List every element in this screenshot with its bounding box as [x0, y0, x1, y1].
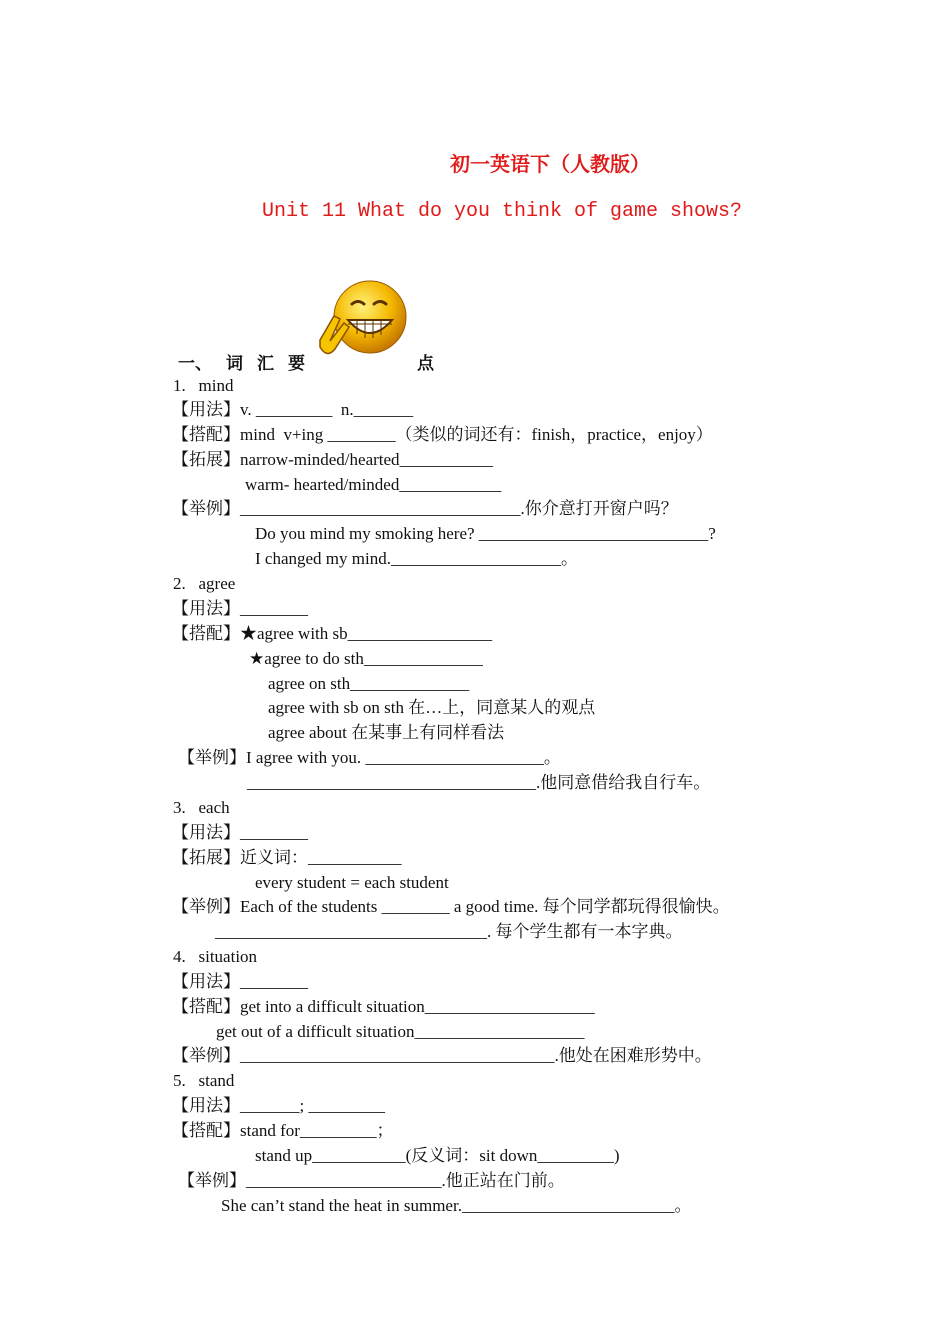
usage-line: 【用法】v. _________ n._______ — [172, 400, 414, 419]
heading-char: 汇 — [257, 354, 274, 374]
usage-line: 【用法】________ — [172, 599, 308, 618]
extension-line: every student = each student — [255, 873, 449, 892]
smiley-victory-icon — [312, 280, 412, 358]
page-title-cn: 初一英语下（人教版） — [450, 152, 650, 176]
collocation-line: agree with sb on sth 在…上，同意某人的观点 — [268, 698, 596, 717]
page-title-en: Unit 11 What do you think of game shows? — [261, 200, 743, 223]
usage-line: 【用法】________ — [172, 823, 308, 842]
item-number-stand: 5. stand — [173, 1071, 235, 1090]
heading-char: 要 — [288, 354, 305, 374]
example-line: Do you mind my smoking here? ___________________________? — [255, 524, 716, 543]
item-number-mind: 1. mind — [173, 376, 234, 395]
example-line: ________________________________. 每个学生都有一本字典。 — [215, 922, 683, 941]
heading-char: 词 — [226, 354, 243, 374]
example-line: 【举例】_______________________.他正站在门前。 — [178, 1171, 565, 1190]
example-line: 【举例】_____________________________________.他处在困难形势中。 — [172, 1046, 712, 1065]
collocation-line: agree on sth______________ — [268, 674, 470, 693]
usage-line: 【用法】________ — [172, 972, 308, 991]
extension-line: 【拓展】近义词：___________ — [172, 848, 402, 867]
collocation-line: 【搭配】get into a difficult situation____________________ — [172, 997, 595, 1016]
example-line: 【举例】Each of the students ________ a good time. 每个同学都玩得很愉快。 — [172, 897, 730, 916]
example-line: 【举例】_________________________________.你介意打开窗户吗？ — [172, 499, 678, 518]
collocation-line: 【搭配】stand for_________； — [172, 1121, 394, 1140]
example-line: She can’t stand the heat in summer._________________________。 — [221, 1196, 692, 1215]
section-heading — [178, 349, 448, 374]
collocation-line: get out of a difficult situation____________________ — [216, 1022, 585, 1041]
example-line: __________________________________.他同意借给我自行车。 — [247, 773, 711, 792]
heading-char: 点 — [417, 354, 434, 374]
item-number-agree: 2. agree — [173, 574, 236, 593]
example-line: 【举例】I agree with you. _____________________。 — [178, 748, 561, 767]
heading-char: 一、 — [178, 354, 212, 374]
item-number-each: 3. each — [173, 798, 230, 817]
collocation-line: stand up___________(反义词：sit down_________) — [255, 1146, 620, 1165]
collocation-line: 【搭配】mind v+ing ________（类似的词还有：finish，practice，enjoy） — [172, 425, 713, 444]
extension-line: warm- hearted/minded____________ — [245, 475, 502, 494]
usage-line: 【用法】_______; _________ — [172, 1096, 385, 1115]
extension-line: 【拓展】narrow-minded/hearted___________ — [172, 450, 494, 469]
collocation-line: 【搭配】★agree with sb_________________ — [172, 624, 493, 643]
collocation-line: agree about 在某事上有同样看法 — [268, 723, 505, 742]
collocation-line: ★agree to do sth______________ — [249, 649, 483, 668]
example-line: I changed my mind.____________________。 — [255, 549, 578, 568]
item-number-situation: 4. situation — [173, 947, 258, 966]
